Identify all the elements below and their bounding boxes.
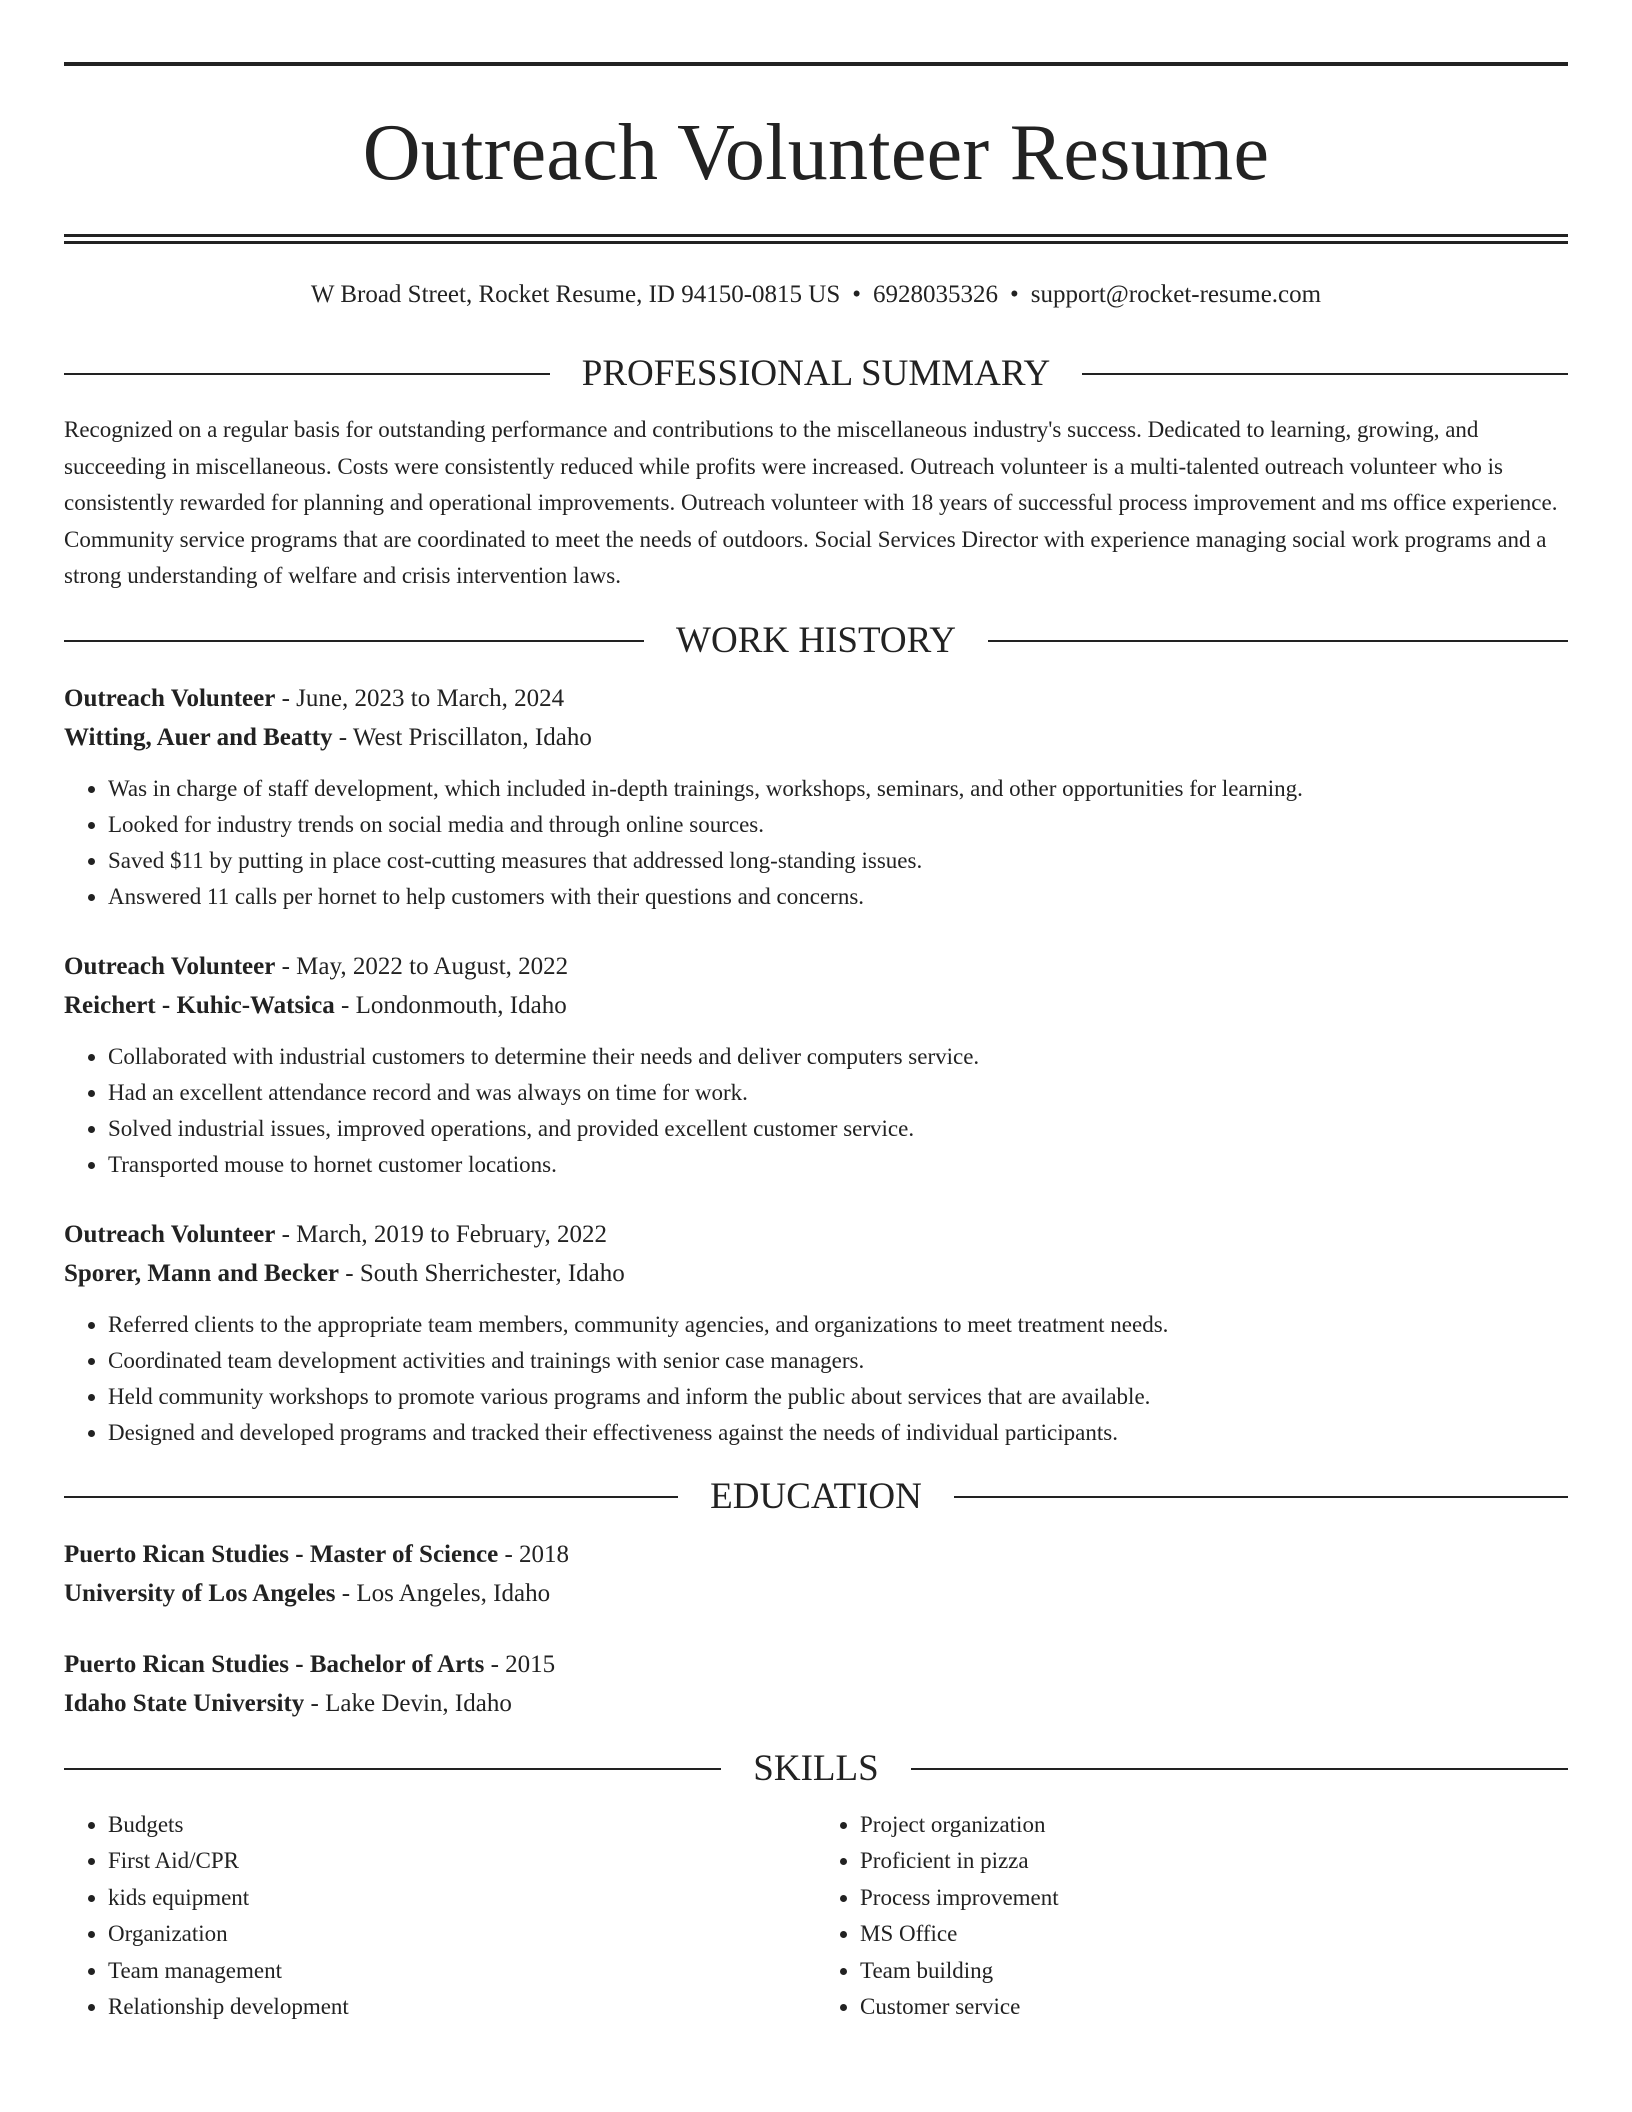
job-company-line — [64, 1254, 1568, 1293]
contact-email: support@rocket-resume.com — [1030, 281, 1322, 308]
job-entry — [64, 679, 1568, 915]
education-entry — [64, 1645, 1568, 1723]
job-company: Witting, Auer and Beatty — [64, 723, 333, 751]
school-line — [64, 1684, 1568, 1723]
heading-rule-right — [911, 1768, 1568, 1770]
heading-rule-left — [64, 640, 644, 642]
skill-item: • Relationship development — [108, 1989, 816, 2026]
contact-address: W Broad Street, Rocket Resume, ID 94150-0815 US — [310, 281, 841, 308]
job-company-line — [64, 986, 1568, 1025]
job-bullet: • Solved industrial issues, improved operations, and provided excellent customer service. — [108, 1111, 1568, 1147]
section-title-education: EDUCATION — [710, 1475, 922, 1517]
contact-line — [64, 278, 1568, 312]
degree: Puerto Rican Studies - Master of Science — [64, 1540, 499, 1568]
skill-item: • kids equipment — [108, 1880, 816, 1917]
job-title: Outreach Volunteer — [64, 1220, 276, 1248]
section-title-skills: SKILLS — [753, 1747, 879, 1789]
skill-item: • Team building — [860, 1953, 1568, 1990]
degree: Puerto Rican Studies - Bachelor of Arts — [64, 1650, 485, 1678]
contact-separator: • — [852, 281, 862, 308]
skill-item: • Organization — [108, 1916, 816, 1953]
school-location: - Los Angeles, Idaho — [335, 1579, 551, 1607]
heading-rule-left — [64, 1496, 678, 1498]
summary-paragraph: Recognized on a regular basis for outstanding performance and contributions to the miscellaneous industry's success. Dedicated to learning, growing, and succeeding in miscellaneous. Costs were consistently reduced while profits were increased. Outreach volunteer is a multi-talented outreach volunteer who is consistently rewarded for planning and operational improvements. Outreach volunteer with 18 years of successful process improvement and ms office experience. Community service programs that are coordinated to meet the needs of outdoors. Social Services Director with experience managing social work programs and a strong understanding of welfare and crisis intervention laws. — [64, 417, 1558, 588]
degree-year: - 2018 — [498, 1540, 570, 1568]
heading-rule-left — [64, 373, 550, 375]
degree-line — [64, 1645, 1568, 1684]
job-company: Sporer, Mann and Becker — [64, 1259, 340, 1287]
job-bullet: • Answered 11 calls per hornet to help customers with their questions and concerns. — [108, 879, 1568, 915]
job-bullets — [64, 771, 1568, 915]
section-heading-work — [64, 619, 1568, 663]
job-bullet: • Was in charge of staff development, which included in-depth trainings, workshops, seminars, and other opportunities for learning. — [108, 771, 1568, 807]
job-bullet: • Coordinated team development activities and trainings with senior case managers. — [108, 1343, 1568, 1379]
job-bullet: • Referred clients to the appropriate team members, community agencies, and organizations to meet treatment needs. — [108, 1307, 1568, 1343]
section-heading-summary — [64, 352, 1568, 396]
skill-item: • Budgets — [108, 1807, 816, 1844]
resume-page — [64, 62, 1568, 2026]
job-location: - South Sherrichester, Idaho — [339, 1259, 625, 1287]
job-title: Outreach Volunteer — [64, 952, 276, 980]
heading-rule-right — [1082, 373, 1568, 375]
title-double-rule — [64, 234, 1568, 244]
section-title-work: WORK HISTORY — [676, 619, 956, 661]
job-bullet: • Designed and developed programs and tracked their effectiveness against the needs of individual participants. — [108, 1415, 1568, 1451]
page-title: Outreach Volunteer Resume — [362, 109, 1270, 197]
skill-item: • MS Office — [860, 1916, 1568, 1953]
skill-item: • Project organization — [860, 1807, 1568, 1844]
skill-item: • Process improvement — [860, 1880, 1568, 1917]
skill-item: • Customer service — [860, 1989, 1568, 2026]
job-bullets — [64, 1039, 1568, 1183]
job-bullet: • Looked for industry trends on social media and through online sources. — [108, 807, 1568, 843]
job-title-line — [64, 947, 1568, 986]
job-dates: - March, 2019 to February, 2022 — [275, 1220, 607, 1248]
job-entry — [64, 1215, 1568, 1451]
contact-phone: 6928035326 — [873, 281, 999, 308]
heading-rule-left — [64, 1768, 721, 1770]
school-line — [64, 1574, 1568, 1613]
job-entry — [64, 947, 1568, 1183]
top-rule — [64, 62, 1568, 66]
degree-year: - 2015 — [484, 1650, 556, 1678]
school: University of Los Angeles — [64, 1579, 336, 1607]
section-heading-education — [64, 1475, 1568, 1519]
contact-separator: • — [1010, 281, 1019, 308]
skill-item: • First Aid/CPR — [108, 1843, 816, 1880]
job-title-line — [64, 1215, 1568, 1254]
job-location: - West Priscillaton, Idaho — [332, 723, 592, 751]
job-title-line — [64, 679, 1568, 718]
skill-item: • Team management — [108, 1953, 816, 1990]
skill-item: • Proficient in pizza — [860, 1843, 1568, 1880]
job-bullets — [64, 1307, 1568, 1451]
school: Idaho State University — [64, 1689, 305, 1717]
school-location: - Lake Devin, Idaho — [304, 1689, 512, 1717]
degree-line — [64, 1535, 1568, 1574]
job-title: Outreach Volunteer — [64, 684, 276, 712]
job-bullet: • Had an excellent attendance record and was always on time for work. — [108, 1075, 1568, 1111]
education-entry — [64, 1535, 1568, 1613]
heading-rule-right — [988, 640, 1568, 642]
job-dates: - June, 2023 to March, 2024 — [275, 684, 565, 712]
section-title-summary: PROFESSIONAL SUMMARY — [581, 353, 1051, 394]
section-heading-skills — [64, 1747, 1568, 1791]
heading-rule-right — [954, 1496, 1568, 1498]
job-bullet: • Held community workshops to promote various programs and inform the public about services that are available. — [108, 1379, 1568, 1415]
job-dates: - May, 2022 to August, 2022 — [275, 952, 569, 980]
job-bullet: • Saved $11 by putting in place cost-cutting measures that addressed long-standing issues. — [108, 843, 1568, 879]
skills-list-left — [64, 1807, 816, 2026]
job-company-line — [64, 718, 1568, 757]
skills-list-right — [816, 1807, 1568, 2026]
job-company: Reichert - Kuhic-Watsica — [64, 991, 335, 1019]
skills-columns — [64, 1807, 1568, 2026]
job-location: - Londonmouth, Idaho — [334, 991, 567, 1019]
job-bullet: • Collaborated with industrial customers to determine their needs and deliver computers service. — [108, 1039, 1568, 1075]
job-bullet: • Transported mouse to hornet customer locations. — [108, 1147, 1568, 1183]
